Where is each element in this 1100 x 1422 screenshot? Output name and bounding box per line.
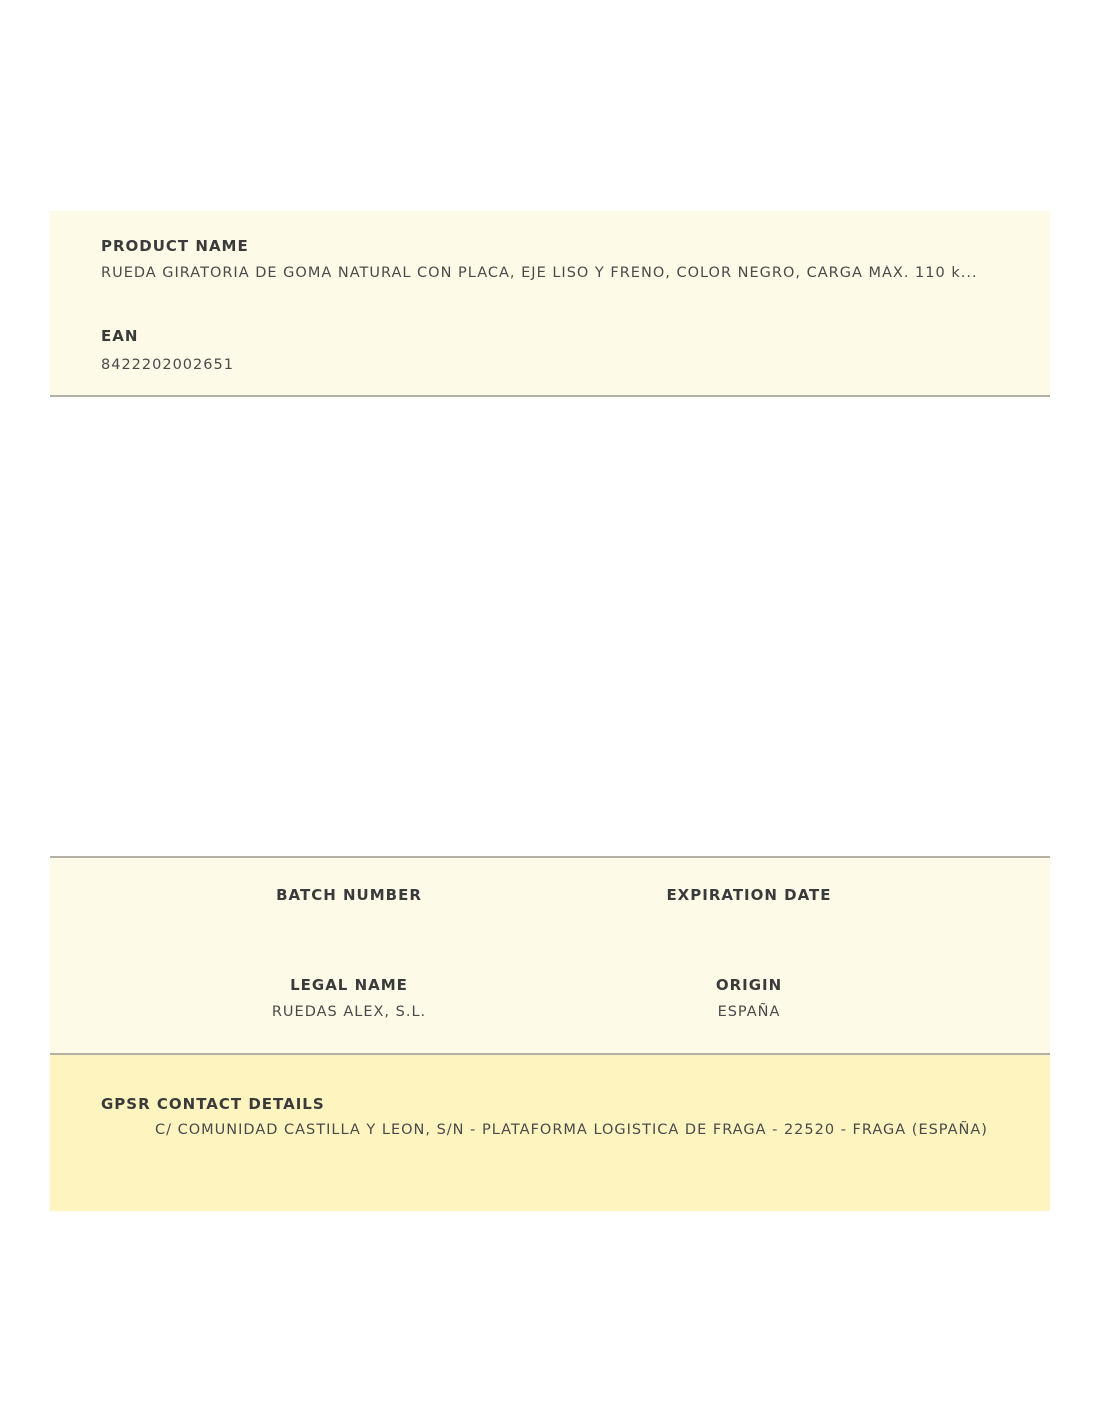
origin-label: ORIGIN xyxy=(715,976,783,994)
legal-name-label: LEGAL NAME xyxy=(290,976,408,994)
legal-name-cell xyxy=(149,976,549,1020)
origin-value: ESPAÑA xyxy=(717,1004,781,1020)
batch-origin-panel xyxy=(50,856,1050,1055)
gpsr-contact-label: GPSR CONTACT DETAILS xyxy=(101,1095,325,1113)
product-info-panel xyxy=(50,211,1050,397)
batch-number-cell xyxy=(149,886,549,914)
product-name-value: RUEDA GIRATORIA DE GOMA NATURAL CON PLACA, EJE LISO Y FRENO, COLOR NEGRO, CARGA MÁX. 110 k... xyxy=(101,265,978,281)
origin-cell xyxy=(549,976,949,1020)
product-name-label: PRODUCT NAME xyxy=(101,237,249,255)
legal-name-value: RUEDAS ALEX, S.L. xyxy=(271,1004,427,1020)
ean-value: 8422202002651 xyxy=(101,357,234,373)
expiration-date-label: EXPIRATION DATE xyxy=(666,886,832,904)
ean-label: EAN xyxy=(101,327,139,345)
expiration-date-cell xyxy=(549,886,949,914)
gpsr-contact-value: C/ COMUNIDAD CASTILLA Y LEON, S/N - PLATAFORMA LOGISTICA DE FRAGA - 22520 - FRAGA (ESPAÑA) xyxy=(155,1122,988,1138)
gpsr-contact-panel xyxy=(50,1055,1050,1211)
batch-number-label: BATCH NUMBER xyxy=(276,886,422,904)
